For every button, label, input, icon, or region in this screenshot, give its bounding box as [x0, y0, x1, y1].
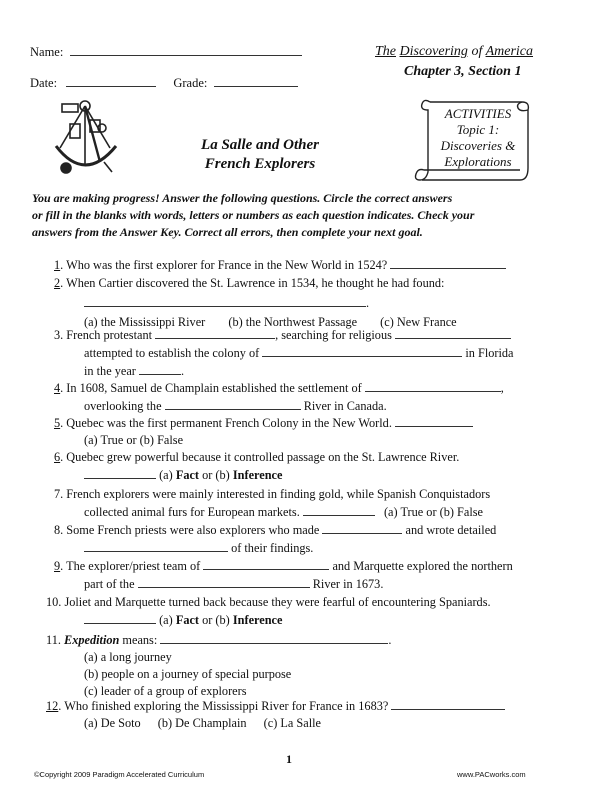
option-b[interactable]: (b) people on a journey of special purpose: [84, 667, 292, 681]
question-number: 11.: [46, 633, 61, 647]
date-row: [30, 74, 298, 91]
question-text-4: in Florida: [465, 346, 514, 360]
date-field[interactable]: [66, 74, 156, 87]
grade-label: Grade:: [173, 76, 208, 90]
answer-blank[interactable]: [303, 503, 375, 516]
worksheet-title: [180, 136, 340, 174]
true-false-options[interactable]: (a) True or (b) False: [84, 433, 184, 447]
question-12: [46, 697, 536, 732]
question-text-2: and wrote detailed: [405, 523, 497, 537]
grade-field[interactable]: [214, 74, 298, 87]
answer-blank[interactable]: [395, 326, 511, 339]
option-fact[interactable]: Fact: [175, 613, 200, 627]
question-text: 3. French protestant: [54, 328, 153, 342]
question-text: . Who finished exploring the Mississippi River for France in 1683?: [58, 699, 389, 713]
question-11: [46, 631, 536, 700]
instructions: [32, 190, 562, 241]
option-a-prefix: (a): [159, 468, 173, 482]
question-number: 1: [54, 258, 61, 272]
answer-blank[interactable]: [84, 611, 156, 624]
option-c[interactable]: (c) leader of a group of explorers: [84, 684, 247, 698]
question-text-3: of their findings.: [231, 541, 314, 555]
question-10: [46, 594, 536, 629]
option-c[interactable]: (c) New France: [380, 315, 457, 329]
copyright: ©Copyright 2009 Paradigm Accelerated Curriculum: [34, 770, 205, 779]
option-fact[interactable]: Fact: [175, 468, 200, 482]
option-inference[interactable]: Inference: [232, 468, 283, 482]
question-text-2: , searching for religious: [275, 328, 392, 342]
answer-blank[interactable]: [155, 326, 275, 339]
instructions-line3: answers from the Answer Key. Correct all errors, then complete your next goal.: [32, 225, 423, 239]
scroll-text: [428, 106, 528, 170]
question-text: 7. French explorers were mainly interested in finding gold, while Spanish Conquistadors: [54, 487, 491, 501]
question-5: [54, 414, 544, 449]
question-text: means:: [122, 633, 158, 647]
question-9: [54, 557, 544, 593]
page-number: 1: [286, 752, 292, 766]
date-label: Date:: [30, 76, 58, 90]
question-text: 8. Some French priests were also explorers who made: [54, 523, 320, 537]
name-row: [30, 43, 302, 60]
question-text: . In 1608, Samuel de Champlain established the settlement of: [60, 381, 362, 395]
question-text: . Quebec was the first permanent French Colony in the New World.: [60, 416, 392, 430]
option-a[interactable]: (a) a long journey: [84, 650, 172, 664]
question-text-2: and Marquette explored the northern: [332, 559, 513, 573]
question-number: 5: [54, 416, 61, 430]
sextant-icon: [44, 96, 126, 180]
question-number: 6: [54, 450, 61, 464]
answer-blank[interactable]: [84, 294, 366, 307]
question-6: [54, 449, 544, 484]
option-a-prefix: (a): [159, 613, 173, 627]
answer-blank[interactable]: [365, 379, 501, 392]
answer-blank[interactable]: [203, 557, 329, 570]
option-c[interactable]: (c) La Salle: [263, 716, 321, 730]
answer-blank[interactable]: [84, 466, 156, 479]
question-text: . Who was the first explorer for France in the New World in 1524?: [60, 258, 388, 272]
question-text: . The explorer/priest team of: [60, 559, 201, 573]
instructions-line2: or fill in the blanks with words, letters or numbers as each question indicates. Check your: [32, 208, 475, 222]
answer-blank[interactable]: [139, 362, 181, 375]
answer-blank[interactable]: [262, 344, 462, 357]
question-number: 9: [54, 559, 61, 573]
scroll-line3: Discoveries &: [440, 138, 516, 153]
answer-blank[interactable]: [165, 397, 301, 410]
question-text: . Quebec grew powerful because it controlled passage on the St. Lawrence River.: [60, 450, 460, 464]
name-label: Name:: [30, 45, 64, 59]
website-link[interactable]: www.PACworks.com: [457, 770, 526, 779]
book-title-the: The: [375, 44, 396, 59]
chapter-label: Chapter 3, Section 1: [404, 64, 522, 79]
book-title-america: America: [485, 44, 534, 59]
title-line1: La Salle and Other: [201, 137, 319, 153]
instructions-line1: You are making progress! Answer the following questions. Circle the correct answers: [32, 191, 453, 205]
answer-blank[interactable]: [322, 521, 402, 534]
scroll-line4: Explorations: [444, 154, 512, 169]
answer-blank[interactable]: [160, 631, 388, 644]
option-a[interactable]: (a) the Mississippi River: [84, 315, 206, 329]
answer-blank[interactable]: [84, 539, 228, 552]
question-text-3: attempted to establish the colony of: [84, 346, 260, 360]
option-or: or (b): [202, 468, 230, 482]
book-title-discovering: Discovering: [399, 44, 468, 59]
question-number: 2: [54, 276, 61, 290]
name-field[interactable]: [70, 43, 302, 56]
question-number: 12: [46, 699, 59, 713]
question-text-3: part of the: [84, 577, 135, 591]
question-1: [54, 256, 544, 274]
book-title-of: of: [471, 44, 483, 59]
term: Expedition: [64, 633, 120, 647]
punctuation: ,: [500, 381, 504, 395]
true-false-options[interactable]: (a) True or (b) False: [383, 505, 483, 519]
book-title: [375, 44, 533, 60]
question-7: [54, 486, 544, 521]
question-text-5: in the year: [84, 364, 136, 378]
scroll-line1: ACTIVITIES: [444, 106, 512, 121]
answer-blank[interactable]: [395, 414, 473, 427]
question-8: [54, 521, 544, 557]
answer-blank[interactable]: [391, 697, 505, 710]
question-text-2: collected animal furs for European markets.: [84, 505, 300, 519]
question-number: 4: [54, 381, 61, 395]
question-3: [54, 326, 544, 380]
question-text-4: River in 1673.: [312, 577, 384, 591]
option-inference[interactable]: Inference: [232, 613, 283, 627]
option-a[interactable]: (a) De Soto: [84, 716, 141, 730]
question-text-2: overlooking the: [84, 399, 162, 413]
question-text-3: River in Canada.: [303, 399, 387, 413]
question-2: 2. When Cartier discovered the St. Lawrence in 1534, he thought he had found: . (a) the Mississippi River (b) the Northwest Passage (c) New France: [54, 276, 457, 329]
option-b[interactable]: (b) the Northwest Passage: [228, 315, 358, 329]
question-text: 10. Joliet and Marquette turned back because they were fearful of encountering Spaniards.: [46, 595, 491, 609]
answer-blank[interactable]: [138, 575, 310, 588]
punctuation: .: [180, 364, 185, 378]
title-line2: French Explorers: [204, 156, 316, 172]
answer-blank[interactable]: [390, 256, 506, 269]
punctuation: .: [388, 633, 392, 647]
question-text: . When Cartier discovered the St. Lawrence in 1534, he thought he had found:: [60, 276, 445, 290]
option-or: or (b): [202, 613, 230, 627]
scroll-line2: Topic 1:: [456, 122, 500, 137]
option-b[interactable]: (b) De Champlain: [157, 716, 247, 730]
question-4: [54, 379, 544, 415]
